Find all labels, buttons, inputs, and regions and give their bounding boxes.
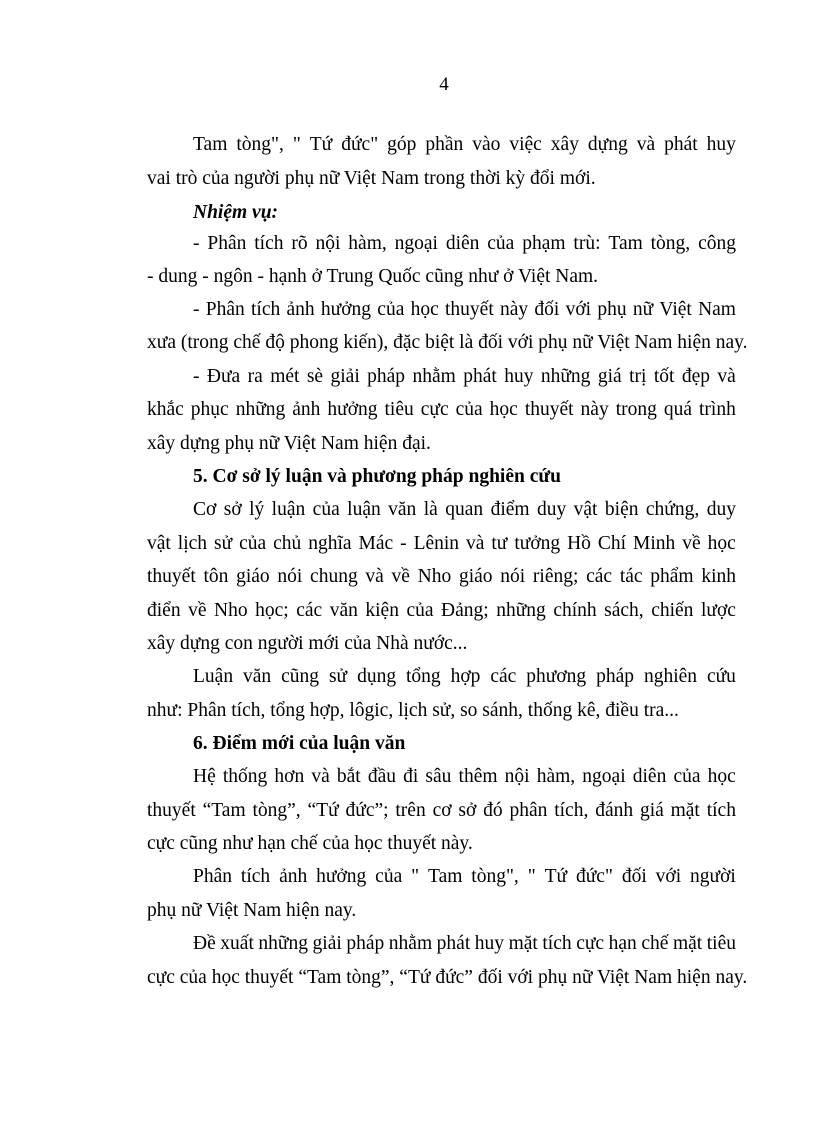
page-number: 4: [439, 74, 449, 95]
paragraph-line: Luận văn cũng sử dụng tổng hợp các phương pháp nghiên cứu: [193, 666, 736, 687]
paragraph-line: thuyết “Tam tòng”, “Tứ đức”; trên cơ sở đó phân tích, đánh giá mặt tích: [147, 800, 736, 821]
section-label-nhiem-vu: Nhiệm vụ:: [193, 202, 279, 223]
paragraph-line: xây dựng con người mới của Nhà nước...: [147, 633, 468, 654]
paragraph-line: Hệ thống hơn và bắt đầu đi sâu thêm nội hàm, ngoại diên của học: [193, 766, 736, 787]
paragraph-line: cực của học thuyết “Tam tòng”, “Tứ đức” đối với phụ nữ Việt Nam hiện nay.: [147, 967, 748, 988]
paragraph-line: Đề xuất những giải pháp nhằm phát huy mặt tích cực hạn chế mặt tiêu: [193, 933, 736, 954]
paragraph-line: - dung - ngôn - hạnh ở Trung Quốc cũng như ở Việt Nam.: [147, 266, 599, 287]
paragraph-line: phụ nữ Việt Nam hiện nay.: [147, 900, 357, 921]
section-heading-5: 5. Cơ sở lý luận và phương pháp nghiên cứu: [193, 466, 561, 487]
paragraph-line: thuyết tôn giáo nói chung và về Nho giáo nói riêng; các tác phẩm kinh: [147, 566, 736, 587]
section-heading-6: 6. Điểm mới của luận văn: [193, 733, 406, 754]
paragraph-line: vai trò của người phụ nữ Việt Nam trong thời kỳ đổi mới.: [147, 168, 596, 189]
paragraph-line: - Đưa ra mét sè giải pháp nhằm phát huy những giá trị tốt đẹp và: [193, 366, 736, 387]
paragraph-line: vật lịch sử của chủ nghĩa Mác - Lênin và tư tưởng Hồ Chí Minh về học: [147, 533, 736, 554]
paragraph-line: Cơ sở lý luận của luận văn là quan điểm duy vật biện chứng, duy: [193, 499, 736, 520]
paragraph-line: - Phân tích ảnh hưởng của học thuyết này đối với phụ nữ Việt Nam: [193, 299, 736, 320]
paragraph-line: điển về Nho học; các văn kiện của Đảng; những chính sách, chiến lược: [147, 600, 736, 621]
paragraph-line: khắc phục những ảnh hưởng tiêu cực của học thuyết này trong quá trình: [147, 399, 736, 420]
paragraph-line: xưa (trong chế độ phong kiến), đặc biệt là đối với phụ nữ Việt Nam hiện nay.: [147, 332, 748, 353]
paragraph-line: Tam tòng", " Tứ đức" góp phần vào việc xây dựng và phát huy: [193, 134, 736, 155]
paragraph-line: như: Phân tích, tổng hợp, lôgic, lịch sử, so sánh, thống kê, điều tra...: [147, 700, 679, 721]
paragraph-line: - Phân tích rõ nội hàm, ngoại diên của phạm trù: Tam tòng, công: [193, 233, 736, 254]
paragraph-line: xây dựng phụ nữ Việt Nam hiện đại.: [147, 433, 431, 454]
paragraph-line: cực cũng như hạn chế của học thuyết này.: [147, 833, 473, 854]
paragraph-line: Phân tích ảnh hưởng của " Tam tòng", " Tứ đức" đối với người: [193, 866, 736, 887]
